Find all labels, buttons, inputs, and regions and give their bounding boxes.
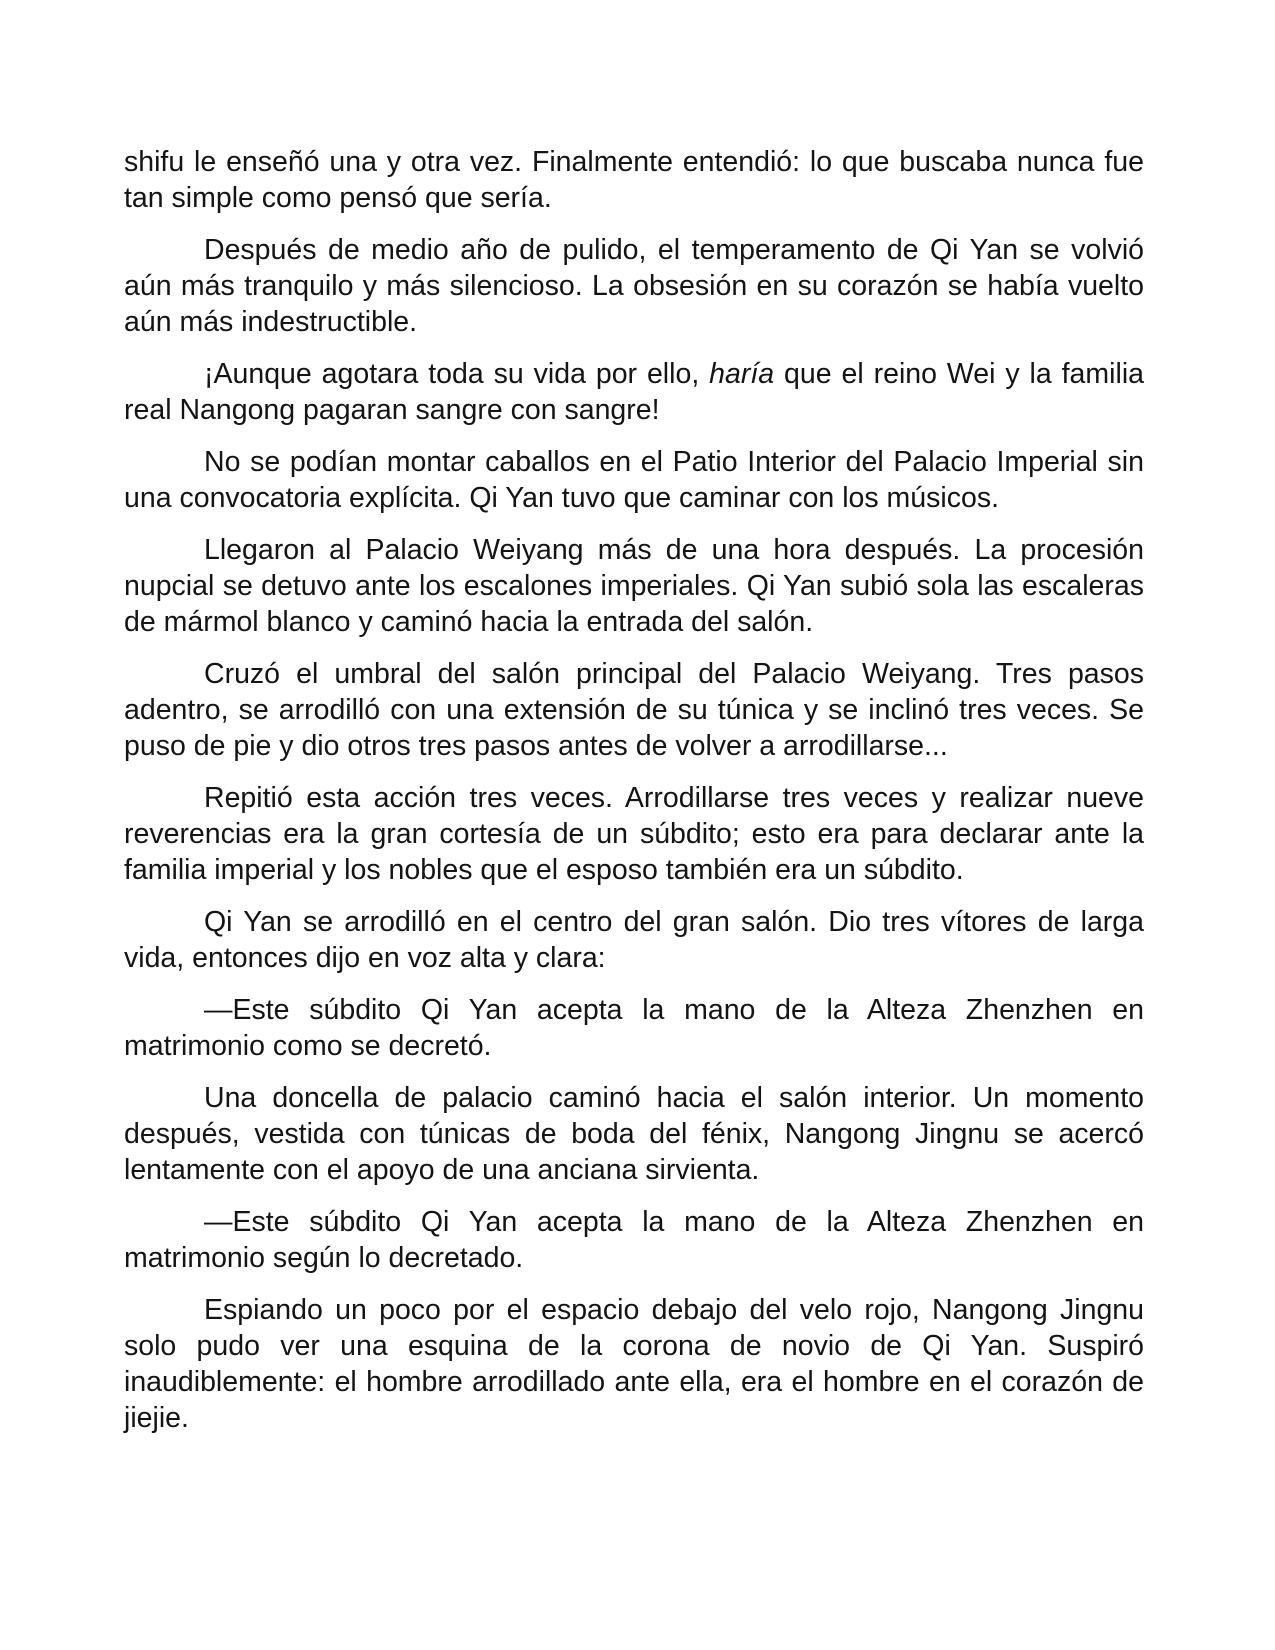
paragraph-7: Repitió esta acción tres veces. Arrodillarse tres veces y realizar nueve reverencias era la gran cortesía de un súbdito; esto era para declarar ante la familia imperial y los nobles que el esposo también era un súbdito.	[124, 782, 1144, 886]
document-page	[124, 144, 1144, 1436]
paragraph-3-after: que el reino Wei y la familia real Nangong pagaran sangre con sangre!	[124, 358, 1144, 426]
paragraph-1: shifu le enseñó una y otra vez. Finalmente entendió: lo que buscaba nunca fue tan simple como pensó que sería.	[124, 146, 1144, 214]
paragraph-3	[124, 356, 1144, 428]
paragraph-8: Qi Yan se arrodilló en el centro del gran salón. Dio tres vítores de larga vida, entonces dijo en voz alta y clara:	[124, 906, 1144, 974]
paragraph-3-italic-word: haría	[709, 358, 775, 390]
paragraph-9-dialogue: —Este súbdito Qi Yan acepta la mano de la Alteza Zhenzhen en matrimonio como se decretó.	[124, 994, 1144, 1062]
paragraph-4: No se podían montar caballos en el Patio Interior del Palacio Imperial sin una convocatoria explícita. Qi Yan tuvo que caminar con los músicos.	[124, 446, 1144, 514]
paragraph-2: Después de medio año de pulido, el temperamento de Qi Yan se volvió aún más tranquilo y más silencioso. La obsesión en su corazón se había vuelto aún más indestructible.	[124, 234, 1144, 338]
paragraph-12: Espiando un poco por el espacio debajo del velo rojo, Nangong Jingnu solo pudo ver una esquina de la corona de novio de Qi Yan. Suspiró inaudiblemente: el hombre arrodillado ante ella, era el hombre en el corazón de jiejie.	[124, 1294, 1144, 1434]
paragraph-3-before: ¡Aunque agotara toda su vida por ello,	[204, 358, 710, 390]
paragraph-10: Una doncella de palacio caminó hacia el salón interior. Un momento después, vestida con túnicas de boda del fénix, Nangong Jingnu se acercó lentamente con el apoyo de una anciana sirvienta.	[124, 1082, 1144, 1186]
paragraph-6: Cruzó el umbral del salón principal del Palacio Weiyang. Tres pasos adentro, se arrodilló con una extensión de su túnica y se inclinó tres veces. Se puso de pie y dio otros tres pasos antes de volver a arrodillarse...	[124, 658, 1144, 762]
paragraph-11-dialogue: —Este súbdito Qi Yan acepta la mano de la Alteza Zhenzhen en matrimonio según lo decretado.	[124, 1206, 1144, 1274]
paragraph-5: Llegaron al Palacio Weiyang más de una hora después. La procesión nupcial se detuvo ante los escalones imperiales. Qi Yan subió sola las escaleras de mármol blanco y caminó hacia la entrada del salón.	[124, 534, 1144, 638]
